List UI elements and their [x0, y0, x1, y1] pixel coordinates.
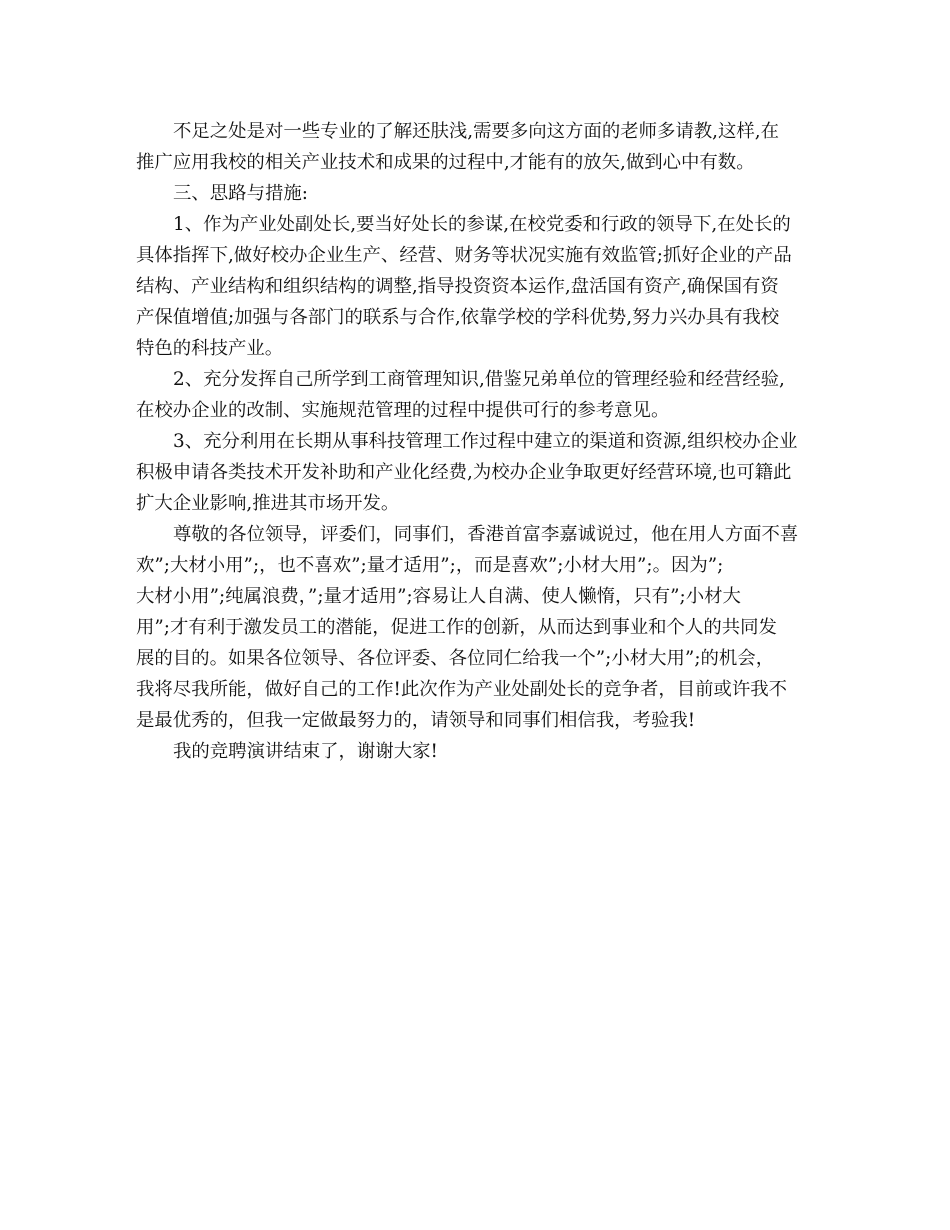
paragraph-line: 展的目的。如果各位领导、各位评委、各位同仁给我一个”;小材大用”;的机会， [136, 648, 775, 669]
paragraph-line: 是最优秀的，但我一定做最努力的，请领导和同事们相信我，考验我! [136, 710, 696, 731]
paragraph-line: 结构、产业结构和组织结构的调整,指导投资资本运作,盘活国有资产,确保国有资 [136, 276, 779, 297]
paragraph-line: 大材小用”;纯属浪费，”;量才适用”;容易让人自满、使人懒惰，只有”;小材大 [136, 586, 741, 607]
paragraph-line: 2、充分发挥自己所学到工商管理知识,借鉴兄弟单位的管理经验和经营经验, [173, 369, 785, 390]
paragraph-line: 积极申请各类技术开发补助和产业化经费,为校办企业争取更好经营环境,也可籍此 [136, 462, 792, 483]
paragraph-line: 尊敬的各位领导，评委们，同事们，香港首富李嘉诚说过，他在用人方面不喜 [173, 524, 799, 545]
paragraph-line: 我将尽我所能，做好自己的工作!此次作为产业处副处长的竞争者，目前或许我不 [136, 679, 788, 700]
paragraph-line: 不足之处是对一些专业的了解还肤浅,需要多向这方面的老师多请教,这样,在 [173, 121, 780, 142]
paragraph-line: 3、充分利用在长期从事科技管理工作过程中建立的渠道和资源,组织校办企业 [173, 431, 798, 452]
paragraph-line: 用”;才有利于激发员工的潜能，促进工作的创新，从而达到事业和个人的共同发 [136, 617, 777, 638]
paragraph-line: 扩大企业影响,推进其市场开发。 [136, 493, 400, 514]
paragraph-line: 产保值增值;加强与各部门的联系与合作,依靠学校的学科优势,努力兴办具有我校 [136, 307, 780, 328]
section-heading: 三、思路与措施: [173, 183, 308, 204]
paragraph-line: 1、作为产业处副处长,要当好处长的参谋,在校党委和行政的领导下,在处长的 [173, 214, 791, 235]
paragraph-line: 具体指挥下,做好校办企业生产、经营、财务等状况实施有效监管;抓好企业的产品 [136, 245, 792, 266]
paragraph-line: 欢”;大材小用”;，也不喜欢”;量才适用”;，而是喜欢”;小材大用”;。因为”; [136, 555, 724, 576]
paragraph-line: 在校办企业的改制、实施规范管理的过程中提供可行的参考意见。 [136, 400, 670, 421]
paragraph-line: 特色的科技产业。 [136, 338, 284, 359]
closing-line: 我的竞聘演讲结束了，谢谢大家! [173, 741, 438, 762]
paragraph-line: 推广应用我校的相关产业技术和成果的过程中,才能有的放矢,做到心中有数。 [136, 152, 755, 173]
document-body [136, 116, 816, 767]
